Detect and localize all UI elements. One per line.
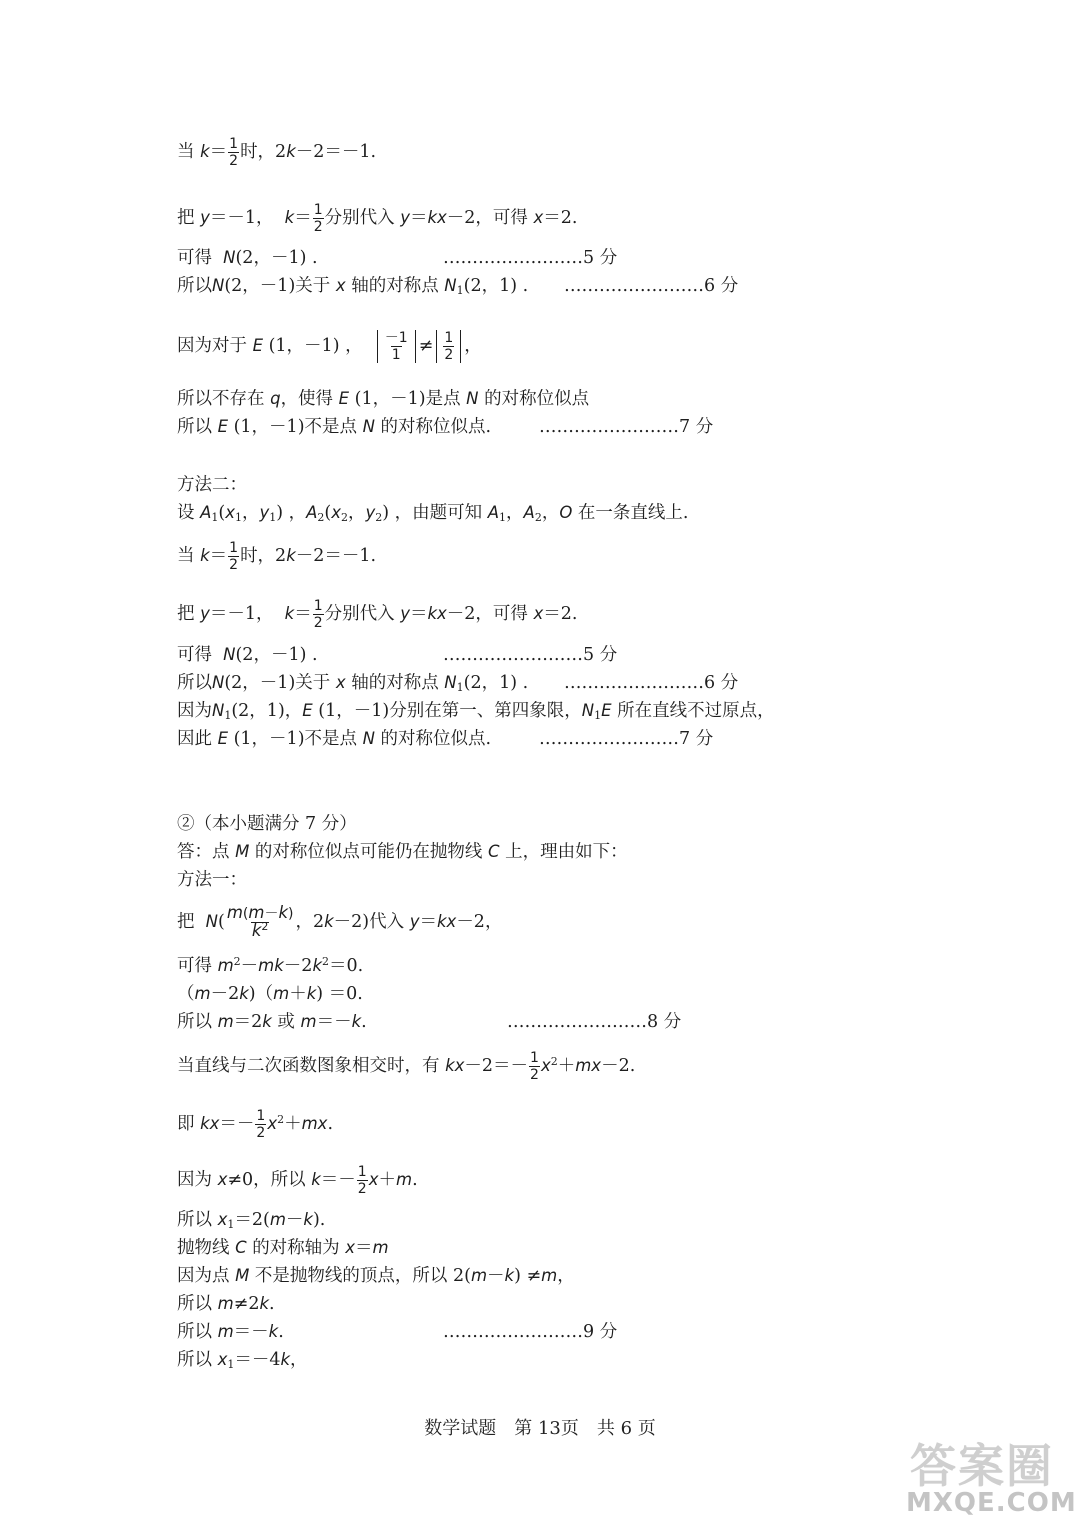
- line-eq3: 所以 m＝2k 或 m＝－k.: [177, 1012, 367, 1032]
- line-not-e: 所以 E (1，－1)不是点 N 的对称位似点.: [177, 417, 492, 437]
- line-answer: 答：点 M 的对称位似点可能仍在抛物线 C 上，理由如下：: [177, 842, 628, 862]
- part2-heading: ②（本小题满分 7 分）: [177, 814, 357, 834]
- line-no-q: 所以不存在 q，使得 E (1，－1)是点 N 的对称位似点: [177, 389, 590, 409]
- score-9: ……………………9 分: [443, 1322, 618, 1342]
- score-5: ……………………5 分: [443, 248, 618, 268]
- line-get-n: 可得 N(2，－1) .: [177, 248, 318, 268]
- line-quadrants: 因为$N_1(2$，1)，E (1，－1)分别在第一、第四象限，$N_1E$ 所在直线不过原点，: [177, 701, 775, 722]
- score-7: ……………………7 分: [539, 729, 714, 749]
- part2-method-title: 方法一：: [177, 870, 247, 890]
- score-5: ……………………5 分: [443, 645, 618, 665]
- watermark-text: 答案圈: [910, 1439, 1054, 1493]
- line-vertex: 因为点 M 不是抛物线的顶点，所以 2(m－k) ≠m，: [177, 1266, 575, 1286]
- line-intersect: 当直线与二次函数图象相交时，有 kx－2＝－ $\frac{1}{2}$ $x^2+mx-2$.: [177, 1050, 636, 1083]
- line-substitute: 把 y＝－1， k＝ $\frac{1}{2}$ 分别代入 y＝kx－2，可得 x＝2.: [177, 202, 578, 235]
- line-k-half-2: 当 k＝ $\frac{1}{2}$ 时，2k－2＝－1.: [177, 540, 377, 573]
- page-footer: 数学试题 第 13页 共 6 页: [424, 1418, 656, 1439]
- line-m-ne-2k: 所以 m≠2k.: [177, 1294, 275, 1314]
- line-eq1: 可得 $m^2-mk-2k^2=0$.: [177, 955, 364, 976]
- line-symmetric-n1-2: 所以N(2，－1)关于 x 轴的对称点 $N_1(2$，1) .: [177, 673, 529, 694]
- line-plug-n: 把 N( $\frac{m(m-k)}{k^2}$ ，2k－2)代入 y＝kx－2，: [177, 903, 503, 940]
- line-eq2: （m－2k)（m＋k) ＝0.: [177, 984, 363, 1004]
- line-k-half: 当 k＝ $\frac{1}{2}$ 时，2k－2＝－1.: [177, 136, 377, 169]
- line-x-ne-zero: 因为 x≠0，所以 k＝－ $\frac{1}{2}$ x＋m.: [177, 1164, 418, 1197]
- line-symmetric-n1: 所以N(2，－1)关于 x 轴的对称点 $N_1(2$，1) .: [177, 276, 529, 297]
- line-x1-neg-4k: 所以 $x_1=-4k$，: [177, 1350, 308, 1371]
- line-for-e: 因为对于 E (1，－1) ， $\frac{-1}{1}$ ≠ $\frac{1}{2}$ ，: [177, 330, 482, 363]
- score-6: ……………………6 分: [564, 276, 739, 296]
- line-x1: 所以 $x_1=2(m-k)$.: [177, 1210, 326, 1231]
- line-get-n-2: 可得 N(2，－1) .: [177, 645, 318, 665]
- line-hence-not-e: 因此 E (1，－1)不是点 N 的对称位似点.: [177, 729, 492, 749]
- line-ie: 即 kx＝－ $\frac{1}{2}$ $x^2+mx$.: [177, 1108, 334, 1141]
- method2-title: 方法二：: [177, 475, 247, 495]
- watermark-logo: [900, 1430, 1077, 1522]
- score-7: ……………………7 分: [539, 417, 714, 437]
- watermark-url: MXQE.COM: [906, 1488, 1077, 1518]
- line-set-points: 设 $A_1(x_1$，$y_1$) ，$A_2(x_2$，$y_2$) ，由题可知 $A_1$，$A_2$，O 在一条直线上.: [177, 503, 689, 524]
- score-6: ……………………6 分: [564, 673, 739, 693]
- line-axis: 抛物线 C 的对称轴为 x＝m: [177, 1238, 389, 1258]
- line-m-eq-neg-k: 所以 m＝－k.: [177, 1322, 284, 1342]
- score-8: ……………………8 分: [507, 1012, 682, 1032]
- line-substitute-2: 把 y＝－1， k＝ $\frac{1}{2}$ 分别代入 y＝kx－2，可得 x＝2.: [177, 598, 578, 631]
